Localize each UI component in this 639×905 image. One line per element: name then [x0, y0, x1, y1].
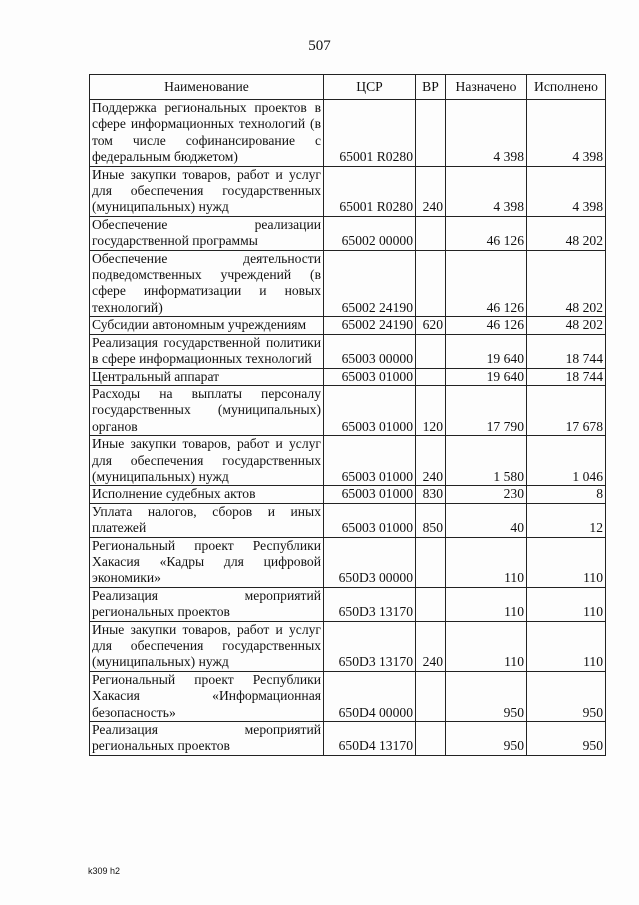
cell-csr: 65003 00000 [324, 334, 416, 368]
cell-executed: 48 202 [527, 317, 606, 334]
cell-vr [416, 250, 446, 317]
cell-executed: 48 202 [527, 250, 606, 317]
cell-executed: 110 [527, 587, 606, 621]
cell-csr: 65003 01000 [324, 385, 416, 435]
cell-vr: 240 [416, 166, 446, 216]
cell-vr [416, 334, 446, 368]
cell-csr: 65002 24190 [324, 250, 416, 317]
cell-planned: 110 [446, 537, 527, 587]
table-row [90, 368, 606, 385]
budget-table [89, 74, 606, 756]
cell-executed: 110 [527, 621, 606, 671]
cell-vr [416, 722, 446, 756]
table-row [90, 587, 606, 621]
cell-executed: 8 [527, 486, 606, 503]
table-row [90, 385, 606, 435]
cell-executed: 18 744 [527, 368, 606, 385]
cell-csr: 65003 01000 [324, 486, 416, 503]
cell-name: Реализация государственной политики в сфере информационных технологий [90, 334, 324, 368]
cell-vr [416, 671, 446, 721]
cell-csr: 65001 R0280 [324, 100, 416, 167]
cell-planned: 110 [446, 621, 527, 671]
cell-name: Поддержка региональных проектов в сфере информационных технологий (в том числе софинансирование с федеральным бюджетом) [90, 100, 324, 167]
cell-planned: 950 [446, 722, 527, 756]
cell-name: Региональный проект Республики Хакасия «Кадры для цифровой экономики» [90, 537, 324, 587]
cell-csr: 650D3 13170 [324, 587, 416, 621]
cell-csr: 65003 01000 [324, 503, 416, 537]
table-row [90, 166, 606, 216]
cell-executed: 950 [527, 722, 606, 756]
cell-vr: 120 [416, 385, 446, 435]
cell-name: Уплата налогов, сборов и иных платежей [90, 503, 324, 537]
cell-vr [416, 537, 446, 587]
cell-executed: 17 678 [527, 385, 606, 435]
table-row [90, 216, 606, 250]
cell-executed: 12 [527, 503, 606, 537]
cell-planned: 19 640 [446, 334, 527, 368]
cell-csr: 65002 00000 [324, 216, 416, 250]
table-row [90, 537, 606, 587]
footer-code: k309 h2 [88, 866, 121, 876]
cell-executed: 950 [527, 671, 606, 721]
cell-vr: 830 [416, 486, 446, 503]
table-row [90, 671, 606, 721]
cell-executed: 1 046 [527, 436, 606, 486]
cell-name: Обеспечение деятельности подведомственных учреждений (в сфере информатизации и новых технологий) [90, 250, 324, 317]
cell-name: Обеспечение реализации государственной программы [90, 216, 324, 250]
cell-executed: 4 398 [527, 166, 606, 216]
cell-planned: 46 126 [446, 250, 527, 317]
cell-name: Субсидии автономным учреждениям [90, 317, 324, 334]
cell-executed: 18 744 [527, 334, 606, 368]
header-executed: Исполнено [527, 75, 606, 100]
cell-executed: 48 202 [527, 216, 606, 250]
header-planned: Назначено [446, 75, 527, 100]
page-number: 507 [308, 38, 331, 54]
cell-name: Исполнение судебных актов [90, 486, 324, 503]
cell-name: Центральный аппарат [90, 368, 324, 385]
cell-vr: 240 [416, 621, 446, 671]
cell-planned: 950 [446, 671, 527, 721]
table-row [90, 100, 606, 167]
cell-csr: 650D4 13170 [324, 722, 416, 756]
cell-planned: 19 640 [446, 368, 527, 385]
table-row [90, 250, 606, 317]
cell-planned: 40 [446, 503, 527, 537]
cell-vr [416, 368, 446, 385]
header-vr: ВР [416, 75, 446, 100]
cell-csr: 650D3 00000 [324, 537, 416, 587]
cell-csr: 650D3 13170 [324, 621, 416, 671]
cell-vr [416, 216, 446, 250]
cell-name: Иные закупки товаров, работ и услуг для обеспечения государственных (муниципальных) нужд [90, 621, 324, 671]
table-row [90, 621, 606, 671]
cell-executed: 110 [527, 537, 606, 587]
table-row [90, 317, 606, 334]
cell-csr: 650D4 00000 [324, 671, 416, 721]
cell-planned: 4 398 [446, 166, 527, 216]
cell-name: Расходы на выплаты персоналу государственных (муниципальных) органов [90, 385, 324, 435]
cell-planned: 17 790 [446, 385, 527, 435]
cell-csr: 65003 01000 [324, 368, 416, 385]
cell-executed: 4 398 [527, 100, 606, 167]
cell-vr: 850 [416, 503, 446, 537]
table-row [90, 722, 606, 756]
cell-name: Региональный проект Республики Хакасия «Информационная безопасность» [90, 671, 324, 721]
cell-planned: 230 [446, 486, 527, 503]
cell-name: Иные закупки товаров, работ и услуг для обеспечения государственных (муниципальных) нужд [90, 436, 324, 486]
cell-csr: 65003 01000 [324, 436, 416, 486]
table-header-row [90, 75, 606, 100]
cell-vr [416, 587, 446, 621]
cell-planned: 46 126 [446, 317, 527, 334]
cell-vr [416, 100, 446, 167]
cell-planned: 110 [446, 587, 527, 621]
cell-planned: 1 580 [446, 436, 527, 486]
table-row [90, 503, 606, 537]
cell-planned: 4 398 [446, 100, 527, 167]
cell-planned: 46 126 [446, 216, 527, 250]
cell-name: Реализация мероприятий региональных проектов [90, 722, 324, 756]
cell-name: Реализация мероприятий региональных проектов [90, 587, 324, 621]
cell-csr: 65001 R0280 [324, 166, 416, 216]
header-name: Наименование [90, 75, 324, 100]
cell-vr: 620 [416, 317, 446, 334]
table-row [90, 486, 606, 503]
table-row [90, 436, 606, 486]
cell-name: Иные закупки товаров, работ и услуг для обеспечения государственных (муниципальных) нужд [90, 166, 324, 216]
cell-csr: 65002 24190 [324, 317, 416, 334]
table-row [90, 334, 606, 368]
cell-vr: 240 [416, 436, 446, 486]
header-csr: ЦСР [324, 75, 416, 100]
